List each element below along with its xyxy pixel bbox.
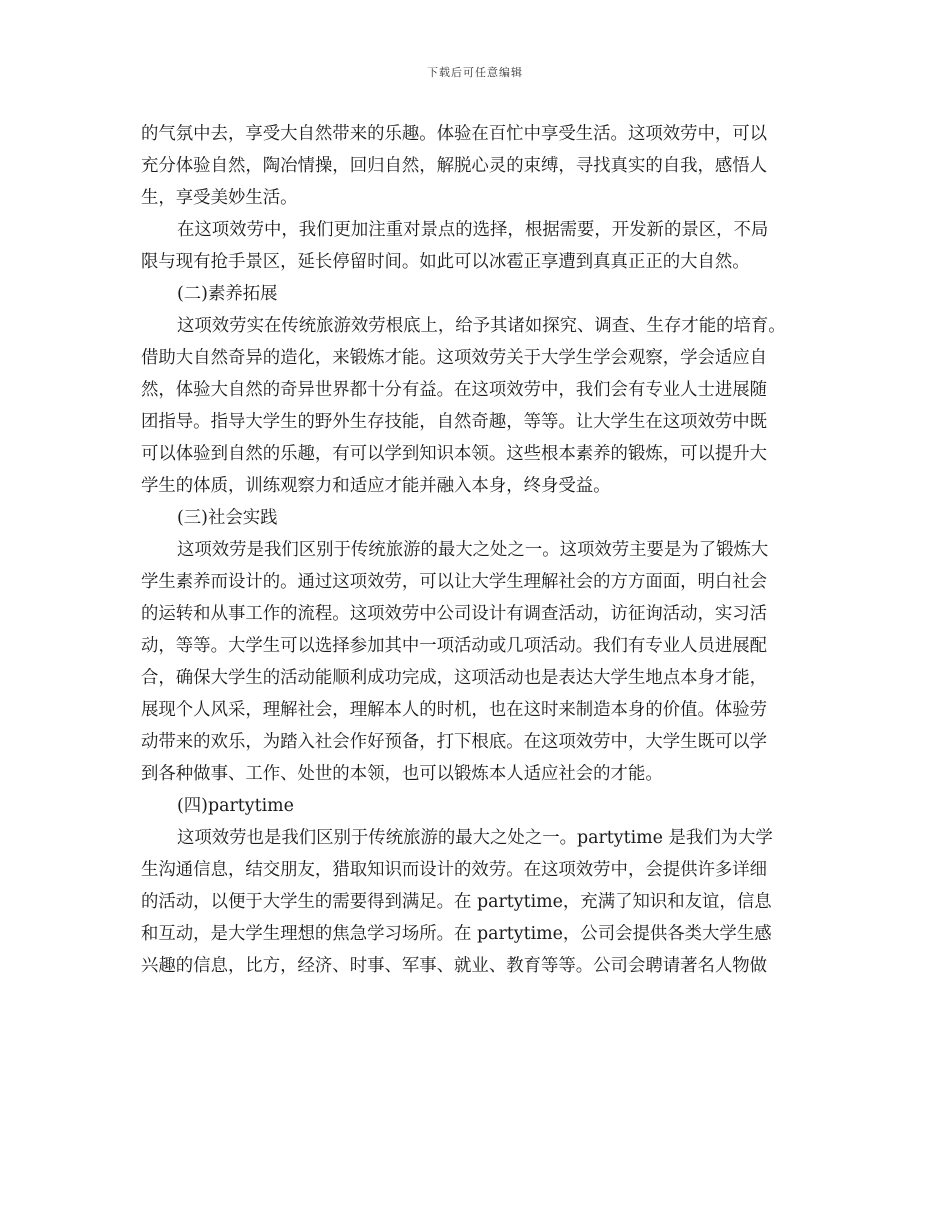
text-line: 展现个人风采，理解社会，理解本人的时机，也在这时来制造本身的价值。体验劳 [141, 700, 768, 720]
text-line: 在这项效劳中，我们更加注重对景点的选择，根据需要，开发新的景区，不局 [177, 220, 769, 240]
text-line: 的运转和从事工作的流程。这项效劳中公司设计有调查活动，访征询活动，实习活 [141, 604, 768, 624]
text-line: (四)partytime [177, 796, 294, 816]
text-line: 生沟通信息，结交朋友，猎取知识而设计的效劳。在这项效劳中，会提供许多详细 [141, 860, 768, 880]
text-line: 的活动，以便于大学生的需要得到满足。在 partytime，充满了知识和友谊，信息 [141, 892, 772, 912]
text-line: 借助大自然奇异的造化，来锻炼才能。这项效劳关于大学生学会观察，学会适应自 [141, 348, 768, 368]
text-line: 这项效劳也是我们区别于传统旅游的最大之处之一。partytime 是我们为大学 [177, 828, 773, 848]
text-line: 充分体验自然，陶冶情操，回归自然，解脱心灵的束缚，寻找真实的自我，感悟人 [141, 156, 768, 176]
text-line: 生，享受美妙生活。 [141, 188, 298, 208]
page-header: 下载后可任意编辑 [427, 66, 523, 79]
text-line: 这项效劳实在传统旅游效劳根底上，给予其诸如探究、调查、生存才能的培育。 [177, 316, 786, 336]
document-body [141, 118, 821, 982]
text-line: 和互动，是大学生理想的焦急学习场所。在 partytime，公司会提供各类大学生感 [141, 924, 772, 944]
text-line: 动，等等。大学生可以选择参加其中一项活动或几项活动。我们有专业人员进展配 [141, 636, 768, 656]
text-line: 合，确保大学生的活动能顺利成功完成，这项活动也是表达大学生地点本身才能， [141, 668, 768, 688]
text-line: 学生素养而设计的。通过这项效劳，可以让大学生理解社会的方方面面，明白社会 [141, 572, 768, 592]
text-line: (三)社会实践 [177, 508, 278, 528]
text-line: 团指导。指导大学生的野外生存技能，自然奇趣，等等。让大学生在这项效劳中既 [141, 412, 768, 432]
text-line: 然，体验大自然的奇异世界都十分有益。在这项效劳中，我们会有专业人士进展随 [141, 380, 768, 400]
text-line: 动带来的欢乐，为踏入社会作好预备，打下根底。在这项效劳中，大学生既可以学 [141, 732, 768, 752]
text-line: 限与现有抢手景区，延长停留时间。如此可以冰雹正享遭到真真正正的大自然。 [141, 252, 750, 272]
text-line: 可以体验到自然的乐趣，有可以学到知识本领。这些根本素养的锻炼，可以提升大 [141, 444, 768, 464]
text-line: 学生的体质，训练观察力和适应才能并融入本身，终身受益。 [141, 476, 611, 496]
text-line: 的气氛中去，享受大自然带来的乐趣。体验在百忙中享受生活。这项效劳中，可以 [141, 124, 768, 144]
text-line: 这项效劳是我们区别于传统旅游的最大之处之一。这项效劳主要是为了锻炼大 [177, 540, 769, 560]
text-line: 兴趣的信息，比方，经济、时事、军事、就业、教育等等。公司会聘请著名人物做 [141, 956, 768, 976]
text-line: 到各种做事、工作、处世的本领，也可以锻炼本人适应社会的才能。 [141, 764, 663, 784]
text-line: (二)素养拓展 [177, 284, 278, 304]
